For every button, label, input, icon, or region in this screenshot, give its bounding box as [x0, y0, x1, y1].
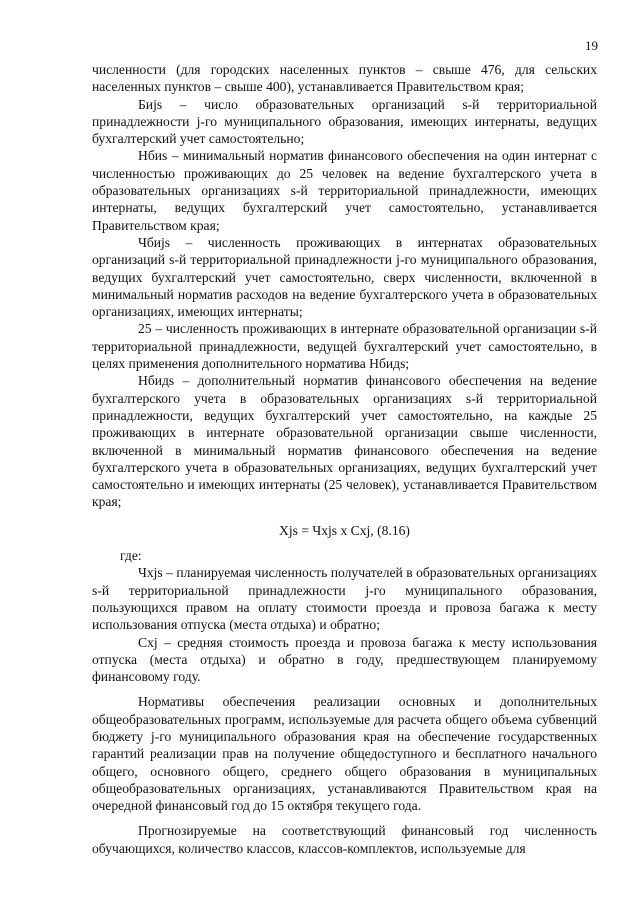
definition-25: 25 – численность проживающих в интернате образовательной организации s-й территориальной принадлежности, ведущей бухгалтерский учет самостоятельно, в целях применения дополнительного норматива Нбидs;: [92, 321, 597, 372]
definition-bijs: Биjs – число образовательных организаций s-й территориальной принадлежности j-го муниципального образования, имеющих интернаты, ведущих бухгалтерский учет самостоятельно;: [92, 96, 597, 147]
definition-nbis: Нбиs – минимальный норматив финансового обеспечения на один интернат с численностью проживающих до 25 человек на ведение бухгалтерского учета в образовательных организациях s-й территориальной принадлежности, имеющих интернаты, ведущих бухгалтерский учет самостоятельно, устанавливается Правительством края;: [92, 148, 597, 233]
where-label: где:: [120, 548, 142, 564]
paragraph-spacer: [92, 685, 597, 693]
definition-cxj: Cxj – средняя стоимость проезда и провоза багажа к месту использования отпуска (места отдыха) и обратно в году, предшествующем планируемому финансовому году.: [92, 634, 597, 685]
paragraph-spacer: [92, 814, 597, 822]
definition-chxjs: Чxjs – планируемая численность получателей в образовательных организациях s-й территориальной принадлежности j-го муниципального образования, пользующихся правом на оплату стоимости проезда и провоза багажа к месту использования отпуска (места отдыха) и обратно;: [92, 565, 597, 633]
body-text: [92, 61, 597, 857]
paragraph-continuation: численности (для городских населенных пунктов – свыше 476, для сельских населенных пунктов – свыше 400), устанавливается Правительством края;: [92, 62, 597, 95]
definition-chbijs: Чбиjs – численность проживающих в интернатах образовательных организаций s-й территориальной принадлежности j-го муниципального образования, ведущих бухгалтерский учет самостоятельно, сверх численности, включенной в минимальный норматив расходов на ведение бухгалтерского учета в образовательных организациях, имеющих интернаты;: [92, 234, 597, 320]
formula-8-16: Xjs = Чxjs x Cxj, (8.16): [279, 522, 410, 538]
paragraph-normatives: Нормативы обеспечения реализации основных и дополнительных общеобразовательных программ, используемые для расчета общего объема субвенций бюджету j-го муниципального образования края на обеспечение государственных гарантий реализации прав на получение общедоступного и бесплатного начального общего, основного общего, среднего общего образования в муниципальных общеобразовательных организациях, устанавливаются Правительством края на очередной финансовый год до 15 октября текущего года.: [92, 694, 597, 814]
definition-nbids: Нбидs – дополнительный норматив финансового обеспечения на ведение бухгалтерского учета в образовательных организациях s-й территориальной принадлежности, ведущих бухгалтерский учет самостоятельно, на каждые 25 проживающих в интернате образовательной организации свыше численности, включенной в минимальный норматив финансового обеспечения на ведение бухгалтерского учета в образовательных организациях, ведущих бухгалтерский учет самостоятельно и имеющих интернаты (25 человек), устанавливается Правительством края;: [92, 373, 597, 510]
paragraph-forecast: Прогнозируемые на соответствующий финансовый год численность обучающихся, количество классов, классов-комплектов, используемые для: [92, 823, 597, 856]
page-number: 19: [585, 38, 598, 53]
